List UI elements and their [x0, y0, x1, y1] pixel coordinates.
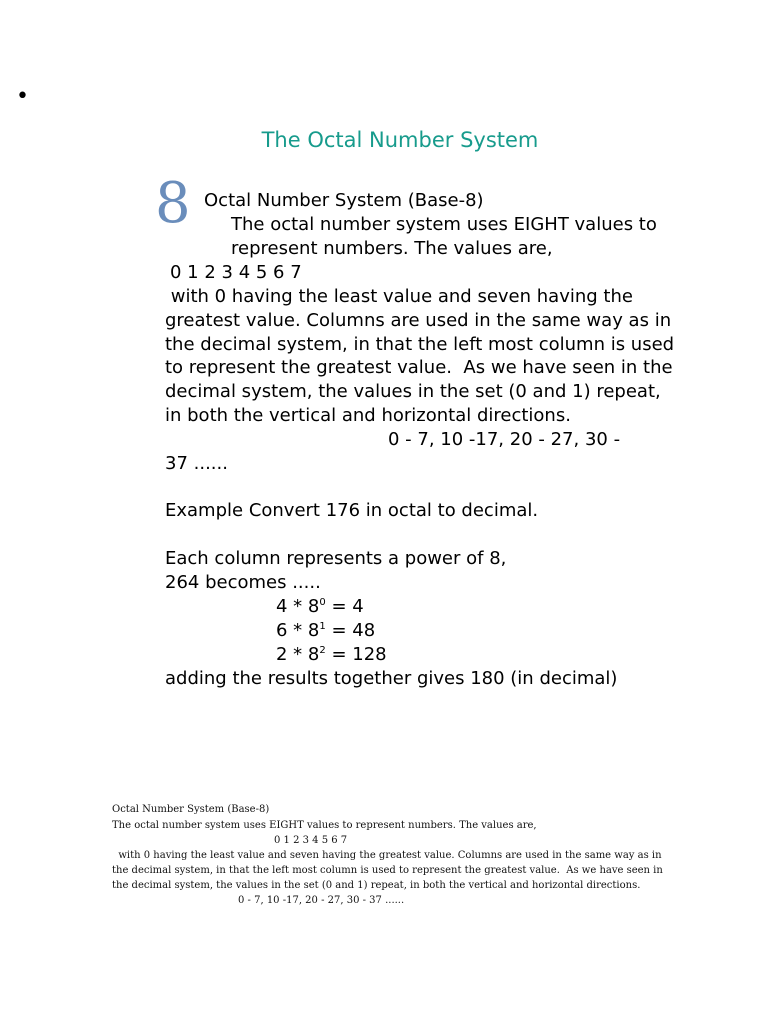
notes-line: Octal Number System (Base-8) [112, 804, 270, 815]
body-line: the decimal system, in that the left most column is used [165, 334, 675, 355]
octal-digits: 0 1 2 3 4 5 6 7 [170, 262, 302, 283]
calc-exponent: 0 [319, 597, 326, 608]
notes-line: 0 1 2 3 4 5 6 7 [274, 835, 348, 846]
explanation-line: 264 becomes ..... [165, 572, 321, 593]
calc-row [276, 596, 364, 618]
bullet-marker: • [16, 84, 29, 109]
calc-exponent: 1 [319, 621, 326, 632]
notes-line: the decimal system, in that the left most column is used to represent the greatest value. As we have seen in [112, 865, 663, 876]
body-line: with 0 having the least value and seven having the [165, 286, 633, 307]
notes-line: with 0 having the least value and seven having the greatest value. Columns are used in the same way as in [112, 850, 662, 861]
body-line: in both the vertical and horizontal directions. [165, 405, 571, 426]
calc-base: 4 * 8 [276, 596, 320, 617]
body-line: greatest value. Columns are used in the same way as in [165, 310, 672, 331]
notes-line: 0 - 7, 10 -17, 20 - 27, 30 - 37 ...... [238, 895, 405, 906]
calc-result: = 128 [325, 644, 387, 665]
calc-row [276, 620, 375, 642]
notes-line: the decimal system, the values in the set (0 and 1) repeat, in both the vertical and horizontal directions. [112, 880, 641, 891]
calc-row [276, 644, 387, 666]
calc-result: = 48 [325, 620, 376, 641]
body-line: decimal system, the values in the set (0 and 1) repeat, [165, 381, 661, 402]
sequence-line: 37 ...... [165, 453, 228, 474]
result-line: adding the results together gives 180 (in decimal) [165, 668, 618, 689]
body-line: to represent the greatest value. As we have seen in the [165, 357, 673, 378]
explanation-line: Each column represents a power of 8, [165, 548, 507, 569]
intro-line: represent numbers. The values are, [231, 238, 553, 259]
subtitle: Octal Number System (Base-8) [204, 190, 484, 211]
sequence-line: 0 - 7, 10 -17, 20 - 27, 30 - [388, 429, 621, 450]
calc-exponent: 2 [319, 645, 326, 656]
calc-base: 6 * 8 [276, 620, 320, 641]
calc-result: = 4 [325, 596, 364, 617]
calc-base: 2 * 8 [276, 644, 320, 665]
slide-title: The Octal Number System [261, 128, 539, 152]
octal-eight-graphic: 8 [155, 171, 191, 236]
intro-line: The octal number system uses EIGHT values to [231, 214, 657, 235]
notes-line: The octal number system uses EIGHT values to represent numbers. The values are, [112, 820, 537, 831]
example-heading: Example Convert 176 in octal to decimal. [165, 500, 539, 521]
